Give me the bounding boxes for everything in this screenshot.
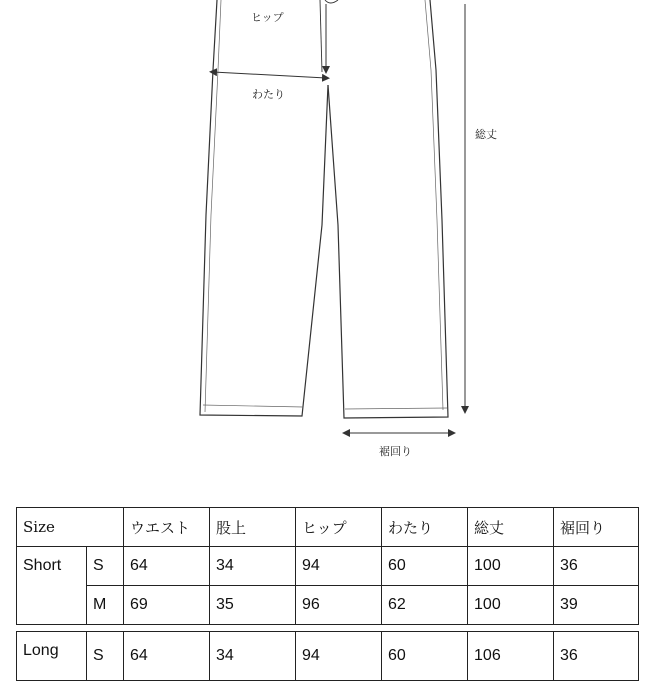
table-row [17,547,639,586]
right-hem-line [345,408,447,409]
right-leg-inner-seam [425,0,443,410]
header-rise: 股上 [210,508,296,547]
value-cell: 34 [210,632,296,681]
header-total-length: 総丈 [468,508,554,547]
hip-label: ヒップ [251,11,284,24]
header-thigh: わたり [382,508,468,547]
value-cell: 94 [296,632,382,681]
left-leg-outline [200,0,328,416]
value-cell: 36 [554,547,639,586]
size-table [16,507,639,681]
table-gap-row [17,625,639,632]
value-cell: 64 [124,547,210,586]
value-cell: 62 [382,586,468,625]
group-label-short: Short [17,547,87,625]
table-gap-cell [17,625,639,632]
value-cell: 106 [468,632,554,681]
right-leg-outline [328,0,448,418]
header-hem: 裾回り [554,508,639,547]
value-cell: 100 [468,586,554,625]
value-cell: 100 [468,547,554,586]
value-cell: 34 [210,547,296,586]
value-cell: 60 [382,632,468,681]
group-label-long: Long [17,632,87,681]
size-table-container [16,507,638,681]
table-row [17,632,639,681]
value-cell: 60 [382,547,468,586]
value-cell: 35 [210,586,296,625]
table-header-row [17,508,639,547]
pocket-line [325,0,338,3]
header-hip: ヒップ [296,508,382,547]
value-cell: 39 [554,586,639,625]
total-length-label: 総丈 [475,128,497,141]
header-waist: ウエスト [124,508,210,547]
header-size: Size [17,508,124,547]
thigh-label: わたり [252,88,285,101]
size-cell: S [87,547,124,586]
left-hem-line [203,405,303,407]
hem-label: 裾回り [379,445,412,458]
size-cell: S [87,632,124,681]
value-cell: 64 [124,632,210,681]
table-row [17,586,639,625]
thigh-arrow [213,72,326,78]
value-cell: 36 [554,632,639,681]
value-cell: 96 [296,586,382,625]
value-cell: 94 [296,547,382,586]
value-cell: 69 [124,586,210,625]
size-cell: M [87,586,124,625]
fly-line [320,0,322,72]
